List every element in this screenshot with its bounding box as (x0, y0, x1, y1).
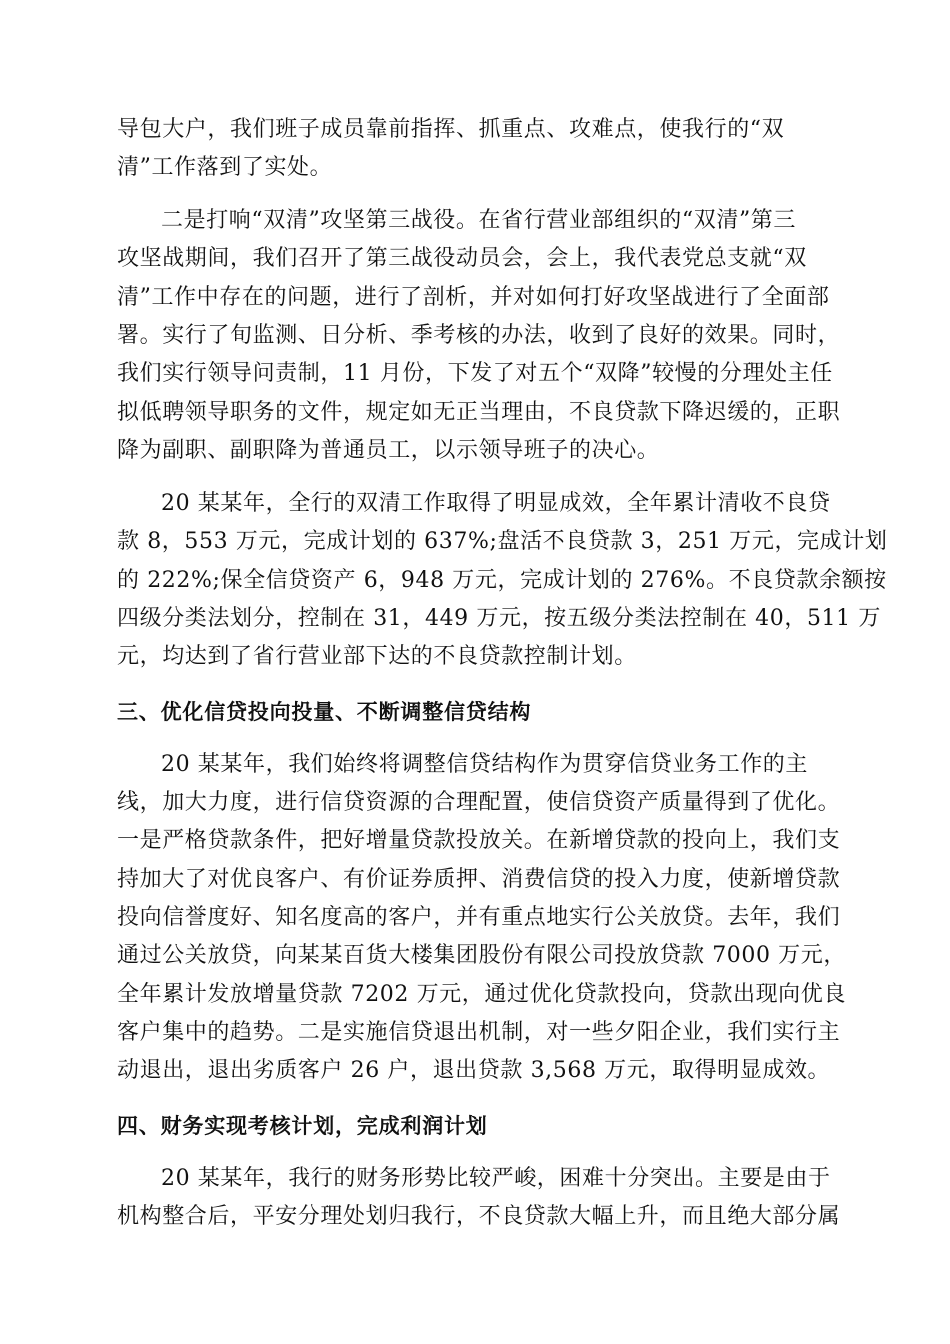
text-line: 二是打响“双清”攻坚第三战役。在省行营业部组织的“双清”第三 (161, 208, 796, 233)
text-line: 通过公关放贷，向某某百货大楼集团股份有限公司投放贷款 7000 万元， (117, 943, 846, 968)
section-heading-3: 三、优化信贷投向投量、不断调整信贷结构 (117, 700, 532, 724)
text-line: 的 222%;保全信贷资产 6，948 万元，完成计划的 276%。不良贷款余额按 (117, 568, 887, 593)
text-line: 20 某某年，全行的双清工作取得了明显成效，全年累计清收不良贷 (161, 491, 831, 516)
section-heading-4: 四、财务实现考核计划，完成利润计划 (117, 1114, 488, 1138)
text-line: 拟低聘领导职务的文件，规定如无正当理由，不良贷款下降迟缓的，正职 (117, 400, 841, 425)
text-line: 署。实行了旬监测、日分析、季考核的办法，收到了良好的效果。同时， (117, 323, 841, 348)
text-line: 清”工作落到了实处。 (117, 155, 333, 180)
text-line: 投向信誉度好、知名度高的客户，并有重点地实行公关放贷。去年，我们 (117, 905, 841, 930)
text-line: 元，均达到了省行营业部下达的不良贷款控制计划。 (117, 644, 637, 669)
text-line: 20 某某年，我们始终将调整信贷结构作为贯穿信贷业务工作的主 (161, 752, 808, 777)
text-line: 客户集中的趋势。二是实施信贷退出机制，对一些夕阳企业，我们实行主 (117, 1020, 841, 1045)
text-line: 导包大户，我们班子成员靠前指挥、抓重点、攻难点，使我行的“双 (117, 117, 785, 142)
text-line: 一是严格贷款条件，把好增量贷款投放关。在新增贷款的投向上，我们支 (117, 828, 841, 853)
text-line: 降为副职、副职降为普通员工，以示领导班子的决心。 (117, 438, 660, 463)
text-line: 款 8，553 万元，完成计划的 637%;盘活不良贷款 3，251 万元，完成计划 (117, 529, 888, 554)
text-line: 四级分类法划分，控制在 31，449 万元，按五级分类法控制在 40，511 万 (117, 606, 881, 631)
text-line: 机构整合后，平安分理处划归我行，不良贷款大幅上升，而且绝大部分属 (117, 1204, 841, 1229)
text-line: 持加大了对优良客户、有价证券质押、消费信贷的投入力度，使新增贷款 (117, 867, 841, 892)
text-line: 全年累计发放增量贷款 7202 万元，通过优化贷款投向，贷款出现向优良 (117, 982, 846, 1007)
text-line: 清”工作中存在的问题，进行了剖析，并对如何打好攻坚战进行了全面部 (117, 285, 830, 310)
text-line: 动退出，退出劣质客户 26 户，退出贷款 3,568 万元，取得明显成效。 (117, 1058, 831, 1083)
text-line: 20 某某年，我行的财务形势比较严峻，困难十分突出。主要是由于 (161, 1166, 831, 1191)
text-line: 线，加大力度，进行信贷资源的合理配置，使信贷资产质量得到了优化。 (117, 790, 841, 815)
text-line: 我们实行领导问责制，11 月份，下发了对五个“双降”较慢的分理处主任 (117, 361, 833, 386)
text-line: 攻坚战期间，我们召开了第三战役动员会，会上，我代表党总支就“双 (117, 246, 807, 271)
